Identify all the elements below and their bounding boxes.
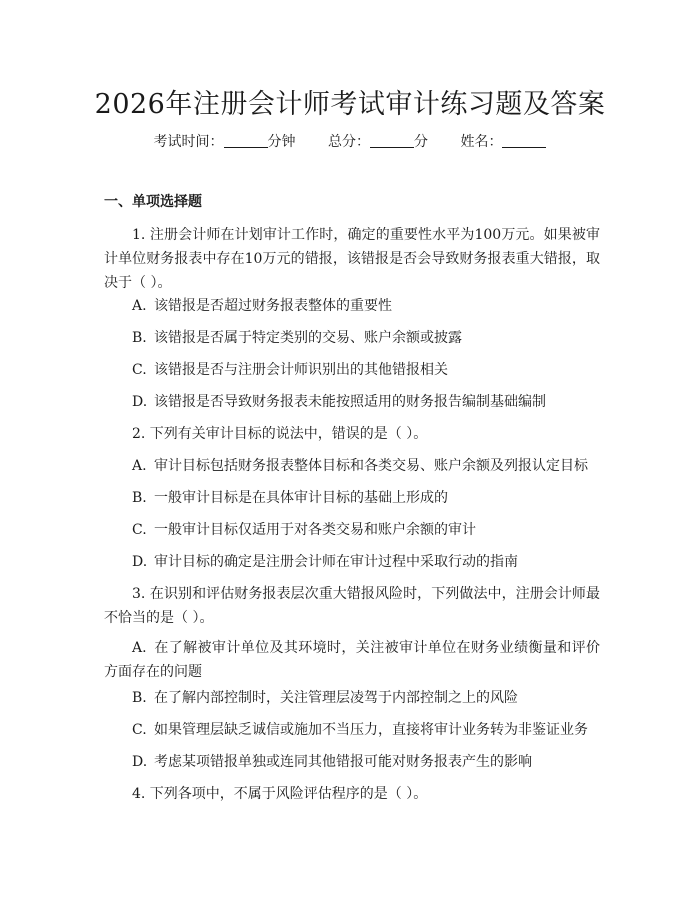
exam-time-blank <box>224 134 268 148</box>
question-1: 1. 注册会计师在计划审计工作时，确定的重要性水平为100万元。如果被审计单位财务报表中存在10万元的错报，该错报是否会导致财务报表重大错报，取决于（ ）。 <box>104 227 600 291</box>
question-2: 2. 下列有关审计目标的说法中，错误的是（ ）。 <box>132 426 428 442</box>
question-2-option-a: A. 审计目标包括财务报表整体目标和各类交易、账户余额及列报认定目标 <box>132 458 588 474</box>
exam-time-field <box>154 131 296 151</box>
question-1-option-c: C. 该错报是否与注册会计师识别出的其他错报相关 <box>132 362 448 378</box>
question-3-option-a: A. 在了解被审计单位及其环境时，关注被审计单位在财务业绩衡量和评价方面存在的问题 <box>104 640 600 680</box>
question-2-option-b: B. 一般审计目标是在具体审计目标的基础上形成的 <box>132 490 448 506</box>
question-3-option-c: C. 如果管理层缺乏诚信或施加不当压力，直接将审计业务转为非鉴证业务 <box>132 722 588 738</box>
document-title: 2026年注册会计师考试审计练习题及答案 <box>94 89 606 120</box>
total-score-blank <box>370 134 414 148</box>
exam-time-unit: 分钟 <box>267 134 296 150</box>
name-label: 姓名： <box>460 134 503 150</box>
total-score-label: 总分： <box>328 134 370 150</box>
question-3-option-d: D. 考虑某项错报单独或连同其他错报可能对财务报表产生的影响 <box>132 754 532 770</box>
question-3: 3. 在识别和评估财务报表层次重大错报风险时，下列做法中，注册会计师最不恰当的是（ ）。 <box>104 586 600 626</box>
section-heading: 一、单项选择题 <box>104 194 202 210</box>
name-field <box>460 131 546 151</box>
question-1-option-a: A. 该错报是否超过财务报表整体的重要性 <box>132 298 392 314</box>
question-2-option-d: D. 审计目标的确定是注册会计师在审计过程中采取行动的指南 <box>132 554 518 570</box>
question-2-option-c: C. 一般审计目标仅适用于对各类交易和账户余额的审计 <box>132 522 476 538</box>
exam-info-line <box>0 131 700 151</box>
question-1-option-b: B. 该错报是否属于特定类别的交易、账户余额或披露 <box>132 330 462 346</box>
total-score-unit: 分 <box>414 134 428 150</box>
name-blank <box>502 134 546 148</box>
question-4: 4. 下列各项中，不属于风险评估程序的是（ ）。 <box>132 786 428 802</box>
question-1-option-d: D. 该错报是否导致财务报表未能按照适用的财务报告编制基础编制 <box>132 394 546 410</box>
exam-time-label: 考试时间： <box>153 134 224 150</box>
total-score-field <box>328 131 428 151</box>
question-3-option-b: B. 在了解内部控制时，关注管理层凌驾于内部控制之上的风险 <box>132 690 518 706</box>
